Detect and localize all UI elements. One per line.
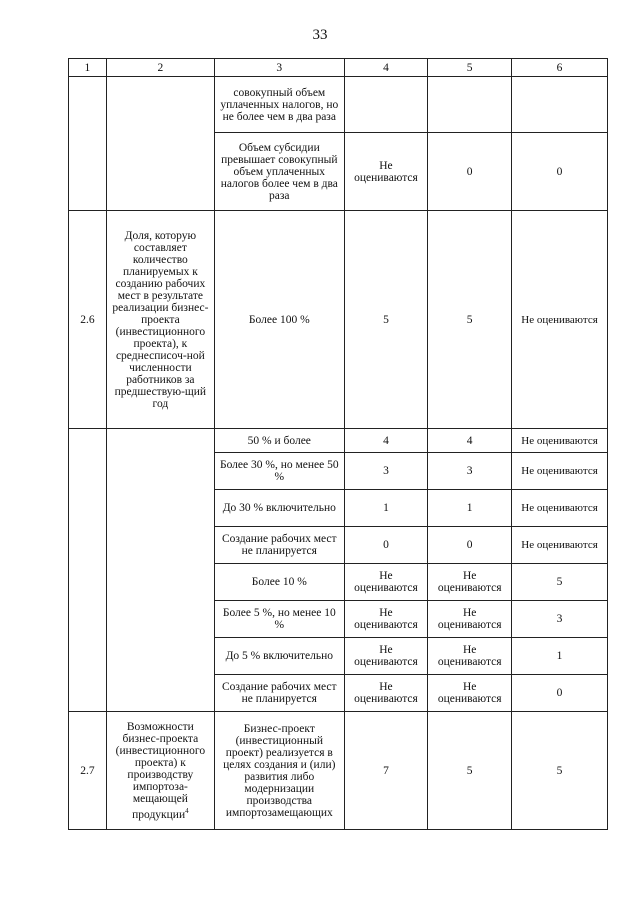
cell-score [344, 77, 428, 133]
cell-condition: Более 5 %, но менее 10 % [214, 601, 344, 638]
criterion-text: Возможности бизнес-проекта (инвестиционного проекта) к производству импортоза-мещающей продукции [115, 720, 206, 821]
cell-condition: Объем субсидии превышает совокупный объем уплаченных налогов более чем в два раза [214, 133, 344, 211]
column-header: 3 [214, 59, 344, 77]
cell-score: Не оцениваются [512, 490, 608, 527]
page-number: 33 [312, 27, 328, 43]
cell-score: Не оцениваются [344, 601, 428, 638]
cell-score: Не оцениваются [344, 638, 428, 675]
cell-score: Не оцениваются [512, 527, 608, 564]
cell-score: Не оцениваются [512, 211, 608, 429]
cell-condition: Создание рабочих мест не планируется [214, 527, 344, 564]
cell-score [428, 77, 512, 133]
cell-criterion: Доля, которую составляет количество планируемых к созданию рабочих мест в результате реализации бизнес-проекта (инвестиционного проекта), к среднесписоч-ной численности работников за предшествую-щий год [106, 211, 214, 429]
cell-condition: 50 % и более [214, 429, 344, 453]
cell-score: Не оцениваются [428, 601, 512, 638]
column-header: 5 [428, 59, 512, 77]
cell-number [69, 429, 107, 712]
cell-condition: Создание рабочих мест не планируется [214, 675, 344, 712]
cell-number: 2.6 [69, 211, 107, 429]
cell-score [512, 77, 608, 133]
cell-score: Не оцениваются [344, 133, 428, 211]
column-header: 6 [512, 59, 608, 77]
cell-score: 1 [512, 638, 608, 675]
cell-score: 7 [344, 712, 428, 830]
cell-score: Не оцениваются [512, 429, 608, 453]
cell-condition: совокупный объем уплаченных налогов, но не более чем в два раза [214, 77, 344, 133]
cell-condition: Более 30 %, но менее 50 % [214, 453, 344, 490]
cell-score: 3 [512, 601, 608, 638]
cell-score: 5 [428, 712, 512, 830]
cell-score: 0 [512, 133, 608, 211]
cell-score: 5 [512, 564, 608, 601]
cell-score: 5 [428, 211, 512, 429]
cell-score: 3 [344, 453, 428, 490]
cell-condition: Более 100 % [214, 211, 344, 429]
criteria-table [68, 58, 608, 830]
cell-score: Не оцениваются [344, 675, 428, 712]
cell-score: 4 [344, 429, 428, 453]
cell-condition: До 5 % включительно [214, 638, 344, 675]
cell-score: 0 [512, 675, 608, 712]
cell-condition: До 30 % включительно [214, 490, 344, 527]
footnote-marker: 4 [185, 806, 189, 815]
cell-score: 0 [344, 527, 428, 564]
cell-criterion [106, 712, 214, 830]
cell-criterion [106, 429, 214, 712]
table-row [69, 429, 608, 453]
cell-score: 1 [428, 490, 512, 527]
cell-score: Не оцениваются [428, 638, 512, 675]
cell-score: 0 [428, 133, 512, 211]
table-row [69, 712, 608, 830]
column-header: 2 [106, 59, 214, 77]
table-header-row [69, 59, 608, 77]
table-row [69, 77, 608, 133]
cell-score: Не оцениваются [428, 675, 512, 712]
cell-score: 0 [428, 527, 512, 564]
cell-score: 5 [344, 211, 428, 429]
cell-score: 4 [428, 429, 512, 453]
cell-criterion [106, 77, 214, 211]
cell-number [69, 77, 107, 211]
cell-condition: Бизнес-проект (инвестиционный проект) реализуется в целях создания и (или) развития либо модернизации производства импортозамещающих [214, 712, 344, 830]
cell-score: Не оцениваются [512, 453, 608, 490]
cell-condition: Более 10 % [214, 564, 344, 601]
cell-score: 3 [428, 453, 512, 490]
cell-score: Не оцениваются [344, 564, 428, 601]
cell-score: 1 [344, 490, 428, 527]
column-header: 4 [344, 59, 428, 77]
column-header: 1 [69, 59, 107, 77]
cell-score: Не оцениваются [428, 564, 512, 601]
cell-score: 5 [512, 712, 608, 830]
cell-number: 2.7 [69, 712, 107, 830]
table-row [69, 211, 608, 429]
